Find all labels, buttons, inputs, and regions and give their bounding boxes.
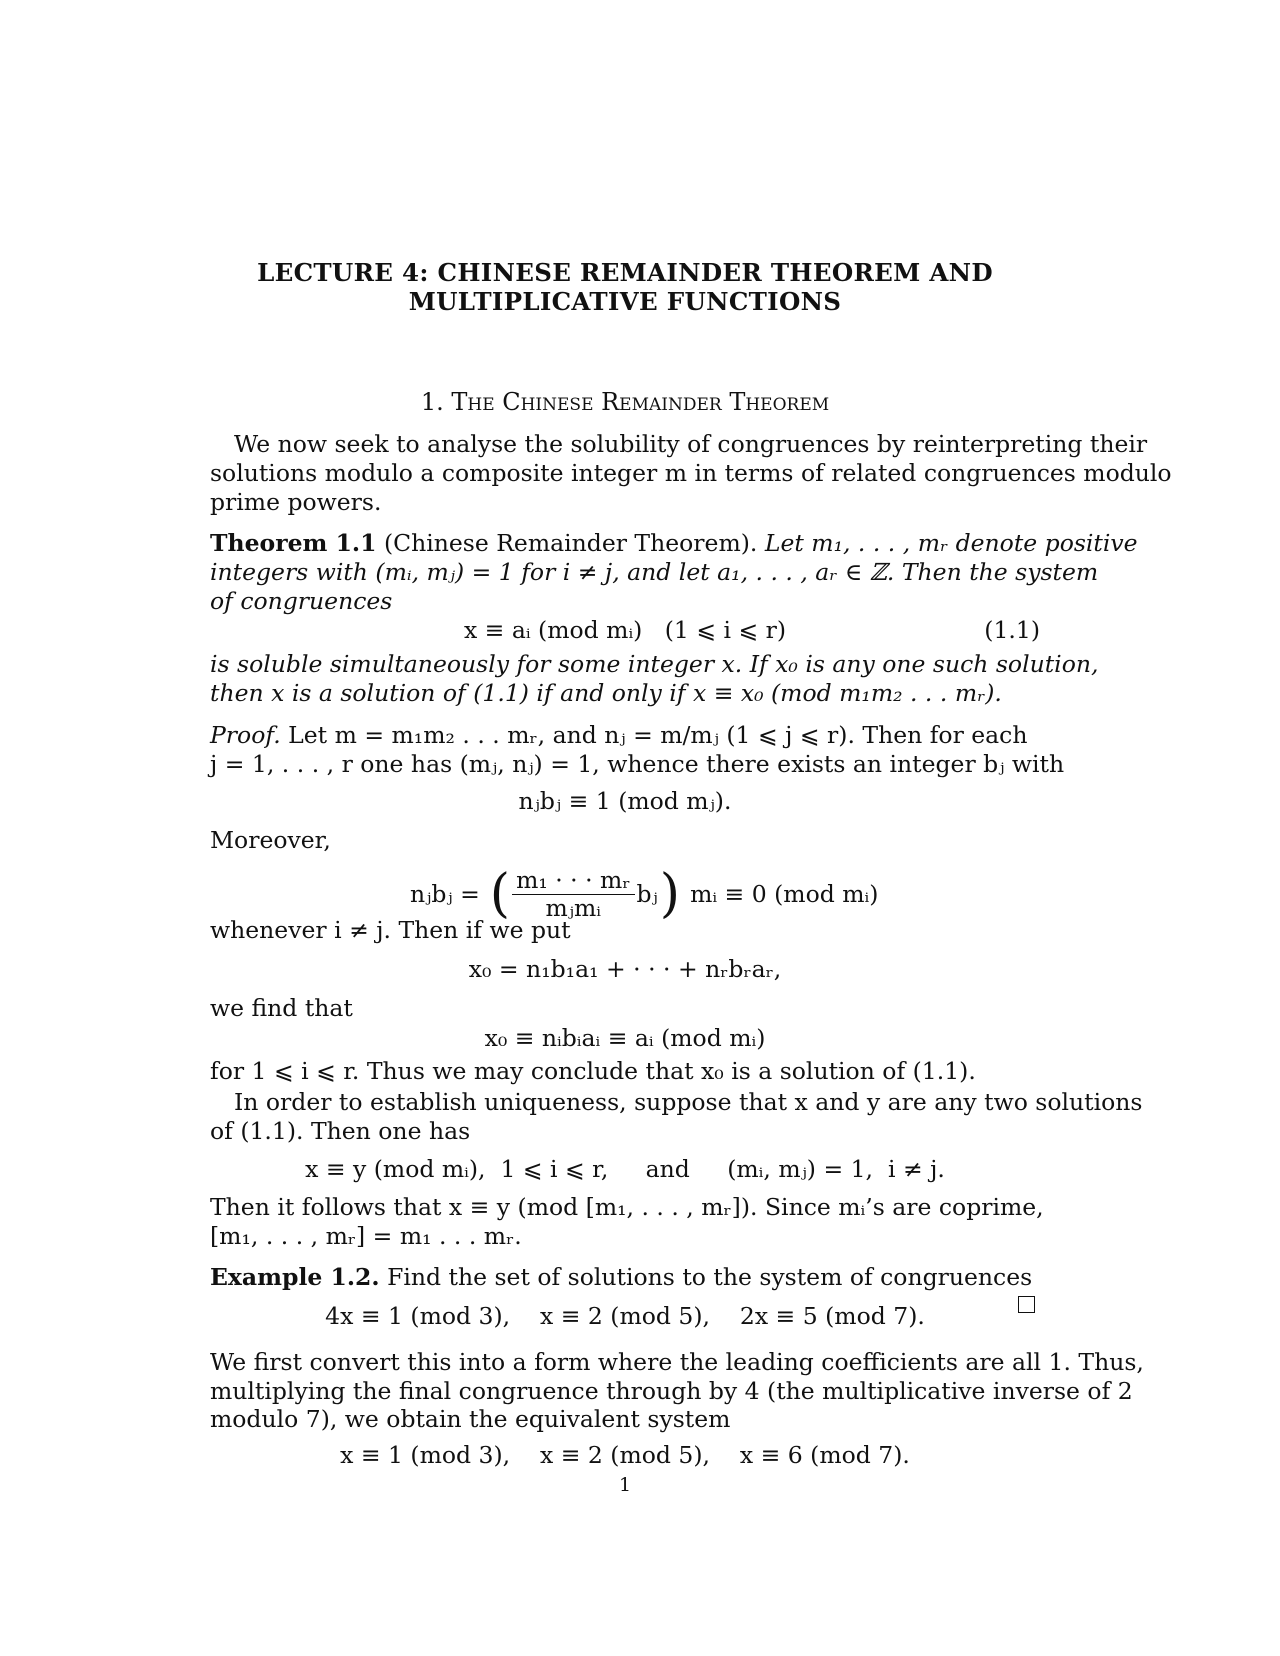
- theorem-line-4: is soluble simultaneously for some integer x. If x₀ is any one such solution,: [210, 650, 1099, 678]
- theorem-name: (Chinese Remainder Theorem).: [383, 529, 758, 557]
- example-line-2: We first convert this into a form where the leading coefficients are all 1. Thus,: [210, 1348, 1144, 1376]
- example-line-4: modulo 7), we obtain the equivalent system: [210, 1405, 731, 1433]
- proof-line-3: whenever i ≠ j. Then if we put: [210, 916, 571, 944]
- page-number: 1: [618, 1474, 632, 1496]
- proof-label: Proof.: [210, 721, 281, 749]
- example-line-3: multiplying the final congruence through by 4 (the multiplicative inverse of 2: [210, 1377, 1133, 1405]
- theorem-label: Theorem 1.1: [210, 529, 377, 557]
- right-paren: ): [659, 864, 681, 924]
- theorem-line-3: of congruences: [210, 587, 393, 615]
- equation-tag: (1.1): [984, 616, 1040, 644]
- intro-line-3: prime powers.: [210, 488, 382, 516]
- theorem-line-5: then x is a solution of (1.1) if and only if x ≡ x₀ (mod m₁m₂ . . . mᵣ).: [210, 679, 1002, 707]
- fraction: [512, 867, 634, 922]
- proof-line-9: [m₁, . . . , mᵣ] = m₁ . . . mᵣ.: [210, 1222, 522, 1250]
- example-equation-2: x ≡ 1 (mod 3), x ≡ 2 (mod 5), x ≡ 6 (mod 7).: [340, 1441, 910, 1469]
- fraction-denominator: mⱼmᵢ: [545, 893, 602, 922]
- section-heading: 1. The Chinese Remainder Theorem: [420, 388, 830, 416]
- example-equation-1: 4x ≡ 1 (mod 3), x ≡ 2 (mod 5), 2x ≡ 5 (mod 7).: [325, 1302, 925, 1330]
- left-paren: (: [489, 864, 511, 924]
- example-label: Example 1.2.: [210, 1263, 380, 1291]
- proof-line-6: In order to establish uniqueness, suppose that x and y are any two solutions: [234, 1088, 1143, 1116]
- proof-equation-3: x₀ = n₁b₁a₁ + · · · + nᵣbᵣaᵣ,: [468, 955, 782, 983]
- example-line-1: Example 1.2. Find the set of solutions to the system of congruences: [210, 1263, 1033, 1291]
- proof-equation-1: nⱼbⱼ ≡ 1 (mod mⱼ).: [518, 787, 732, 815]
- theorem-line-1: Theorem 1.1 (Chinese Remainder Theorem). Let m₁, . . . , mᵣ denote positive: [210, 529, 1138, 557]
- proof-equation-5: x ≡ y (mod mᵢ), 1 ⩽ i ⩽ r, and (mᵢ, mⱼ) = 1, i ≠ j.: [305, 1155, 945, 1183]
- proof-line-1: Proof. Let m = m₁m₂ . . . mᵣ, and nⱼ = m/mⱼ (1 ⩽ j ⩽ r). Then for each: [210, 721, 1028, 749]
- eq2-mid: bⱼ: [636, 879, 658, 908]
- proof-moreover: Moreover,: [210, 826, 331, 854]
- title-line-2: MULTIPLICATIVE FUNCTIONS: [408, 287, 842, 316]
- intro-line-1: We now seek to analyse the solubility of congruences by reinterpreting their: [234, 430, 1148, 458]
- fraction-numerator: m₁ · · · mᵣ: [516, 865, 631, 894]
- proof-line-4: we find that: [210, 994, 353, 1022]
- title-line-1: LECTURE 4: CHINESE REMAINDER THEOREM AND: [257, 258, 993, 287]
- proof-equation-4: x₀ ≡ nᵢbᵢaᵢ ≡ aᵢ (mod mᵢ): [484, 1024, 766, 1052]
- proof-line-7: of (1.1). Then one has: [210, 1117, 471, 1145]
- intro-line-2: solutions modulo a composite integer m in terms of related congruences modulo: [210, 459, 1172, 487]
- equation-1-1: [210, 616, 1040, 645]
- proof-line-8: Then it follows that x ≡ y (mod [m₁, . . . , mᵣ]). Since mᵢ’s are coprime,: [210, 1193, 1044, 1221]
- eq2-rhs: mᵢ ≡ 0 (mod mᵢ): [690, 879, 879, 908]
- equation-1-1-body: x ≡ aᵢ (mod mᵢ) (1 ⩽ i ⩽ r): [463, 616, 787, 644]
- proof-line-5: for 1 ⩽ i ⩽ r. Thus we may conclude that x₀ is a solution of (1.1).: [210, 1057, 976, 1085]
- proof-line-2: j = 1, . . . , r one has (mⱼ, nⱼ) = 1, whence there exists an integer bⱼ with: [210, 750, 1065, 778]
- eq2-lhs: nⱼbⱼ =: [410, 879, 480, 908]
- theorem-line-2: integers with (mᵢ, mⱼ) = 1 for i ≠ j, and let a₁, . . . , aᵣ ∈ ℤ. Then the system: [210, 558, 1099, 586]
